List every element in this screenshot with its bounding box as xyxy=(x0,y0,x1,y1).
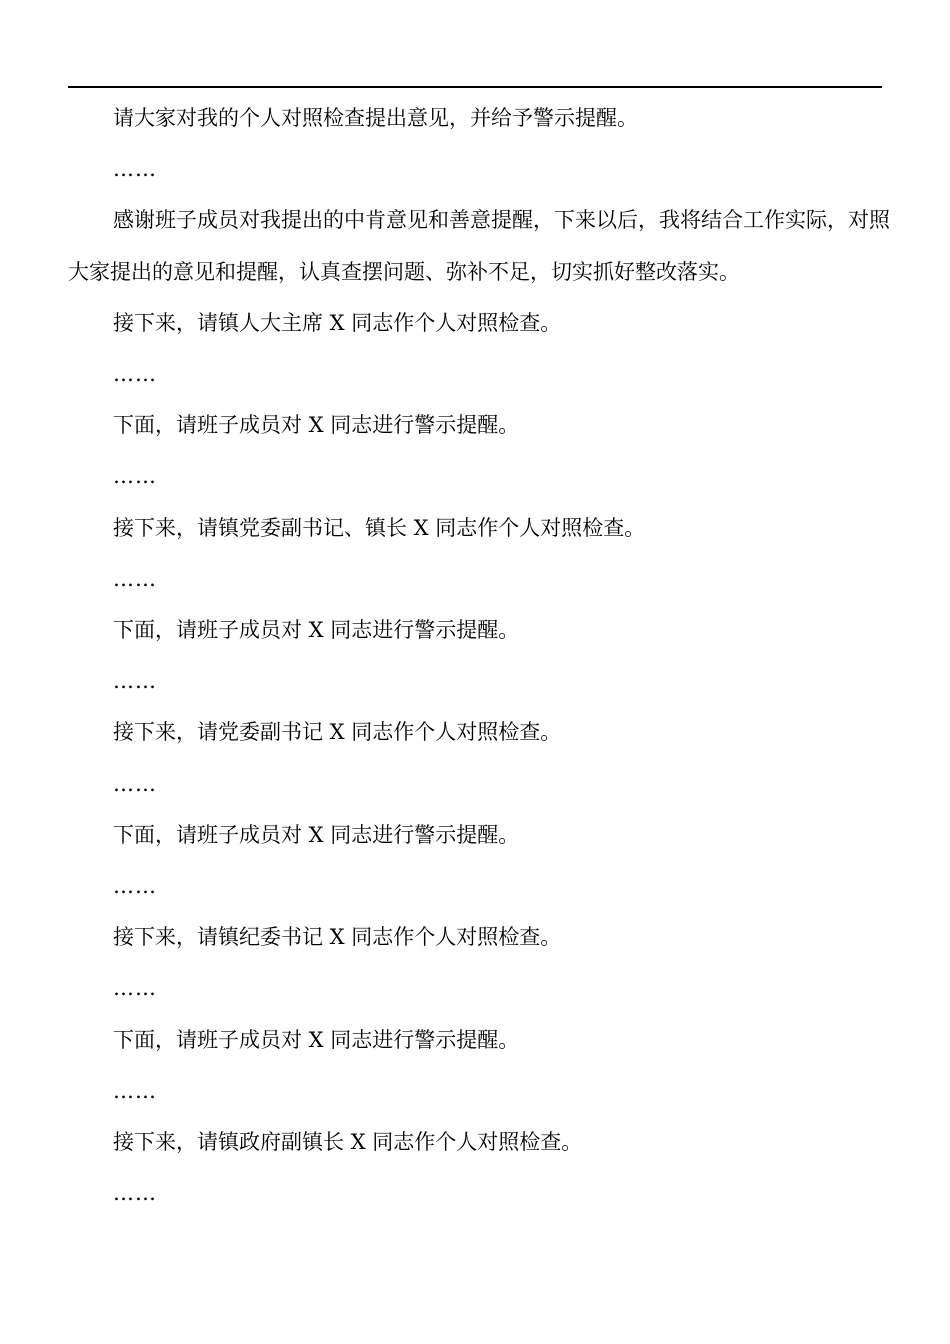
ellipsis-line: …… xyxy=(113,1181,157,1206)
paragraph: 请大家对我的个人对照检查提出意见，并给予警示提醒。 xyxy=(113,106,638,130)
paragraph: 接下来，请镇政府副镇长 X 同志作个人对照检查。 xyxy=(113,1130,583,1155)
ellipsis-line: …… xyxy=(113,976,157,1001)
paragraph: 下面，请班子成员对 X 同志进行警示提醒。 xyxy=(113,822,520,847)
ellipsis-line: …… xyxy=(113,566,157,591)
ellipsis-line: …… xyxy=(113,771,157,796)
paragraph: 接下来，请镇人大主席 X 同志作个人对照检查。 xyxy=(113,310,562,335)
ellipsis-line: …… xyxy=(113,464,157,489)
ellipsis-line: …… xyxy=(113,669,157,694)
paragraph: 下面，请班子成员对 X 同志进行警示提醒。 xyxy=(113,1027,520,1052)
ellipsis-line: …… xyxy=(113,362,157,387)
paragraph: 接下来，请党委副书记 X 同志作个人对照检查。 xyxy=(113,720,562,745)
paragraph: 感谢班子成员对我提出的中肯意见和善意提醒，下来以后，我将结合工作实际，对照大家提出的意见和提醒，认真查摆问题、弥补不足，切实抓好整改落实。 xyxy=(68,208,890,284)
paragraph: 接下来，请镇党委副书记、镇长 X 同志作个人对照检查。 xyxy=(113,515,646,540)
paragraph: 下面，请班子成员对 X 同志进行警示提醒。 xyxy=(113,413,520,438)
ellipsis-line: …… xyxy=(113,1078,157,1103)
paragraph: 接下来，请镇纪委书记 X 同志作个人对照检查。 xyxy=(113,925,562,950)
ellipsis-line: …… xyxy=(113,157,157,182)
paragraph: 下面，请班子成员对 X 同志进行警示提醒。 xyxy=(113,618,520,643)
ellipsis-line: …… xyxy=(113,874,157,899)
header-rule xyxy=(68,86,882,88)
document-body xyxy=(68,93,894,1219)
